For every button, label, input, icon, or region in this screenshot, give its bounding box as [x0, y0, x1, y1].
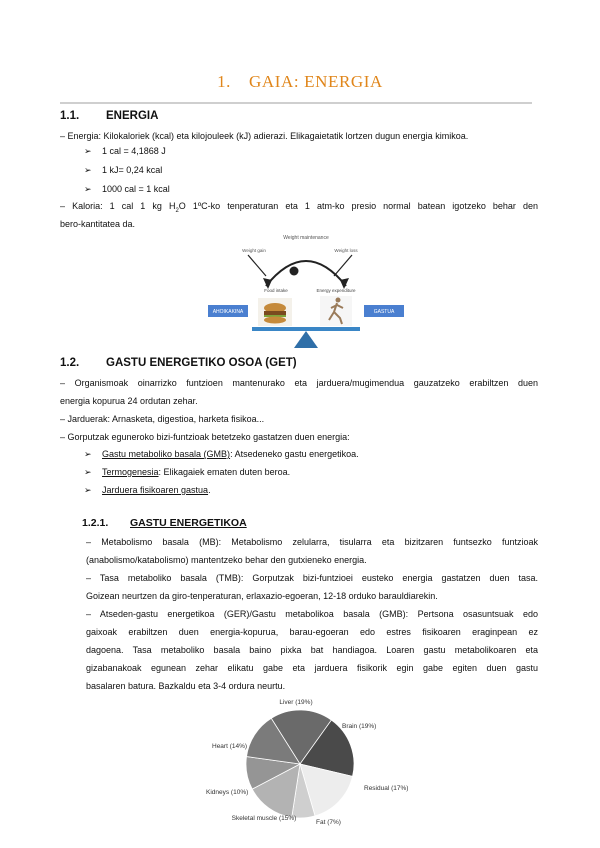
- bullet-item: ➢ 1 kJ= 0,24 kcal: [84, 165, 163, 175]
- paragraph-ger-1: – Atseden-gastu energetikoa (GER)/Gastu metabolikoa basala (GMB): Pertsona osasuntsuak edo: [86, 609, 538, 619]
- pie-slice-label: Kidneys (10%): [206, 789, 249, 796]
- paragraph-get-end: energia kopurua 24 ordutan zehar.: [60, 396, 198, 406]
- ahoikakina-label: AHOIKAKINA: [212, 309, 244, 315]
- label-energy-expenditure: Energy expenditure: [316, 288, 356, 293]
- bullet-item: ➢ 1 cal = 4,1868 J: [84, 146, 166, 156]
- paragraph-ger-4: gizabanakoak egunean zehar elikatu gabe eta jarduera fisikorik egin gabe egiten duen gastu: [86, 663, 538, 673]
- paragraph-energia: – Energia: Kilokaloriek (kcal) eta kilojouleek (kJ) adierazi. Elikagaietatik lortzen dugun energia kimikoa.: [60, 131, 469, 141]
- section-heading-1-2-1: 1.2.1. GASTU ENERGETIKOA: [82, 517, 247, 529]
- paragraph-tmb-1: – Tasa metaboliko basala (TMB): Gorputzak bizi-funtzioei eusteko energia gastatzen duen tasa.: [86, 573, 538, 583]
- chapter-title-text: GAIA: ENERGIA: [249, 72, 383, 91]
- paragraph-kaloria: – Kaloria: 1 cal 1 kg $H_2O$ 1ºC-ko tenperaturan eta 1 atm-ko presio normal batean igotzeko behar den: [60, 201, 539, 214]
- chapter-title: [0, 72, 600, 92]
- label-weight-gain: Weight gain: [242, 248, 266, 253]
- balance-fulcrum: [294, 331, 318, 348]
- paragraph-ger-5: basalaren batura. Bazkaldu eta 3-4 ordura neurtu.: [86, 681, 286, 691]
- section-heading-1-1: 1.1. ENERGIA: [60, 110, 159, 122]
- pie-slice-label: Brain (19%): [342, 723, 377, 730]
- arc-center-dot: [290, 267, 299, 276]
- pie-slice-label: Fat (7%): [316, 819, 341, 826]
- energy-balance-illustration: [208, 228, 404, 350]
- label-weight-loss: Weight loss: [334, 248, 358, 253]
- paragraph-get: – Organismoak oinarrizko funtzioen mantenurako eta jarduera/mugimendua gauzatzeko erabiltzen duen: [60, 378, 538, 388]
- bullet-item: ➢ Termogenesia: Elikagaiek ematen duten beroa.: [84, 467, 291, 477]
- arrow-weight-loss: [334, 255, 352, 276]
- section-heading-1-2: 1.2. GASTU ENERGETIKO OSOA (GET): [60, 357, 297, 369]
- paragraph-mb-1: – Metabolismo basala (MB): Metabolismo zelularra, tisularra eta bizitzaren funtsezko funtzioak: [86, 537, 538, 547]
- bullet-item: ➢ 1000 cal = 1 kcal: [84, 184, 170, 194]
- balance-beam: [252, 327, 360, 331]
- paragraph-ger-3: dagoena. Tasa metaboliko basala baino pixka bat handiagoa. Loaren gastu metabolikoaren eta: [86, 645, 538, 655]
- pie-slice-label: Liver (19%): [279, 699, 313, 706]
- label-weight-maintenance: Weight maintenance: [283, 235, 329, 241]
- chapter-number: 1.: [217, 72, 232, 91]
- title-rule: [60, 102, 532, 104]
- pie-slice-label: Residual (17%): [364, 785, 409, 792]
- pie-slice-label: Skeletal muscle (15%): [231, 815, 297, 822]
- bullet-item: ➢ Gastu metaboliko basala (GMB): Atsedeneko gastu energetikoa.: [84, 449, 359, 459]
- paragraph-ger-2: gaixoak erabiltzen duen energia-kopurua, barau-egoeran edo estres fisikoaren eraginpean ez: [86, 627, 538, 637]
- bullet-item: ➢ Jarduera fisikoaren gastua.: [84, 485, 211, 495]
- pie-slice-label: Heart (14%): [212, 743, 248, 750]
- gastua-label: GASTUA: [373, 309, 395, 315]
- arc-arrow: [266, 261, 346, 286]
- paragraph-kaloria-end: bero-kantitatea da.: [60, 219, 136, 229]
- paragraph-tmb-2: Goizean neurtzen da giro-tenperaturan, erlaxazio-egoeran, 12-18 orduko barauldiarekin.: [86, 591, 438, 601]
- paragraph-gorputzak: – Gorputzak eguneroko bizi-funtzioak betetzeko gastatzen duen energia:: [60, 432, 350, 442]
- organ-energy-pie-chart: [200, 692, 420, 830]
- arrow-weight-gain: [248, 255, 266, 276]
- paragraph-mb-2: (anabolismo/katabolismo) mantentzeko behar den gutxieneko energia.: [86, 555, 367, 565]
- paragraph-jarduerak: – Jarduerak: Arnasketa, digestioa, harketa fisikoa...: [60, 414, 265, 424]
- label-food-intake: Food intake: [264, 288, 288, 293]
